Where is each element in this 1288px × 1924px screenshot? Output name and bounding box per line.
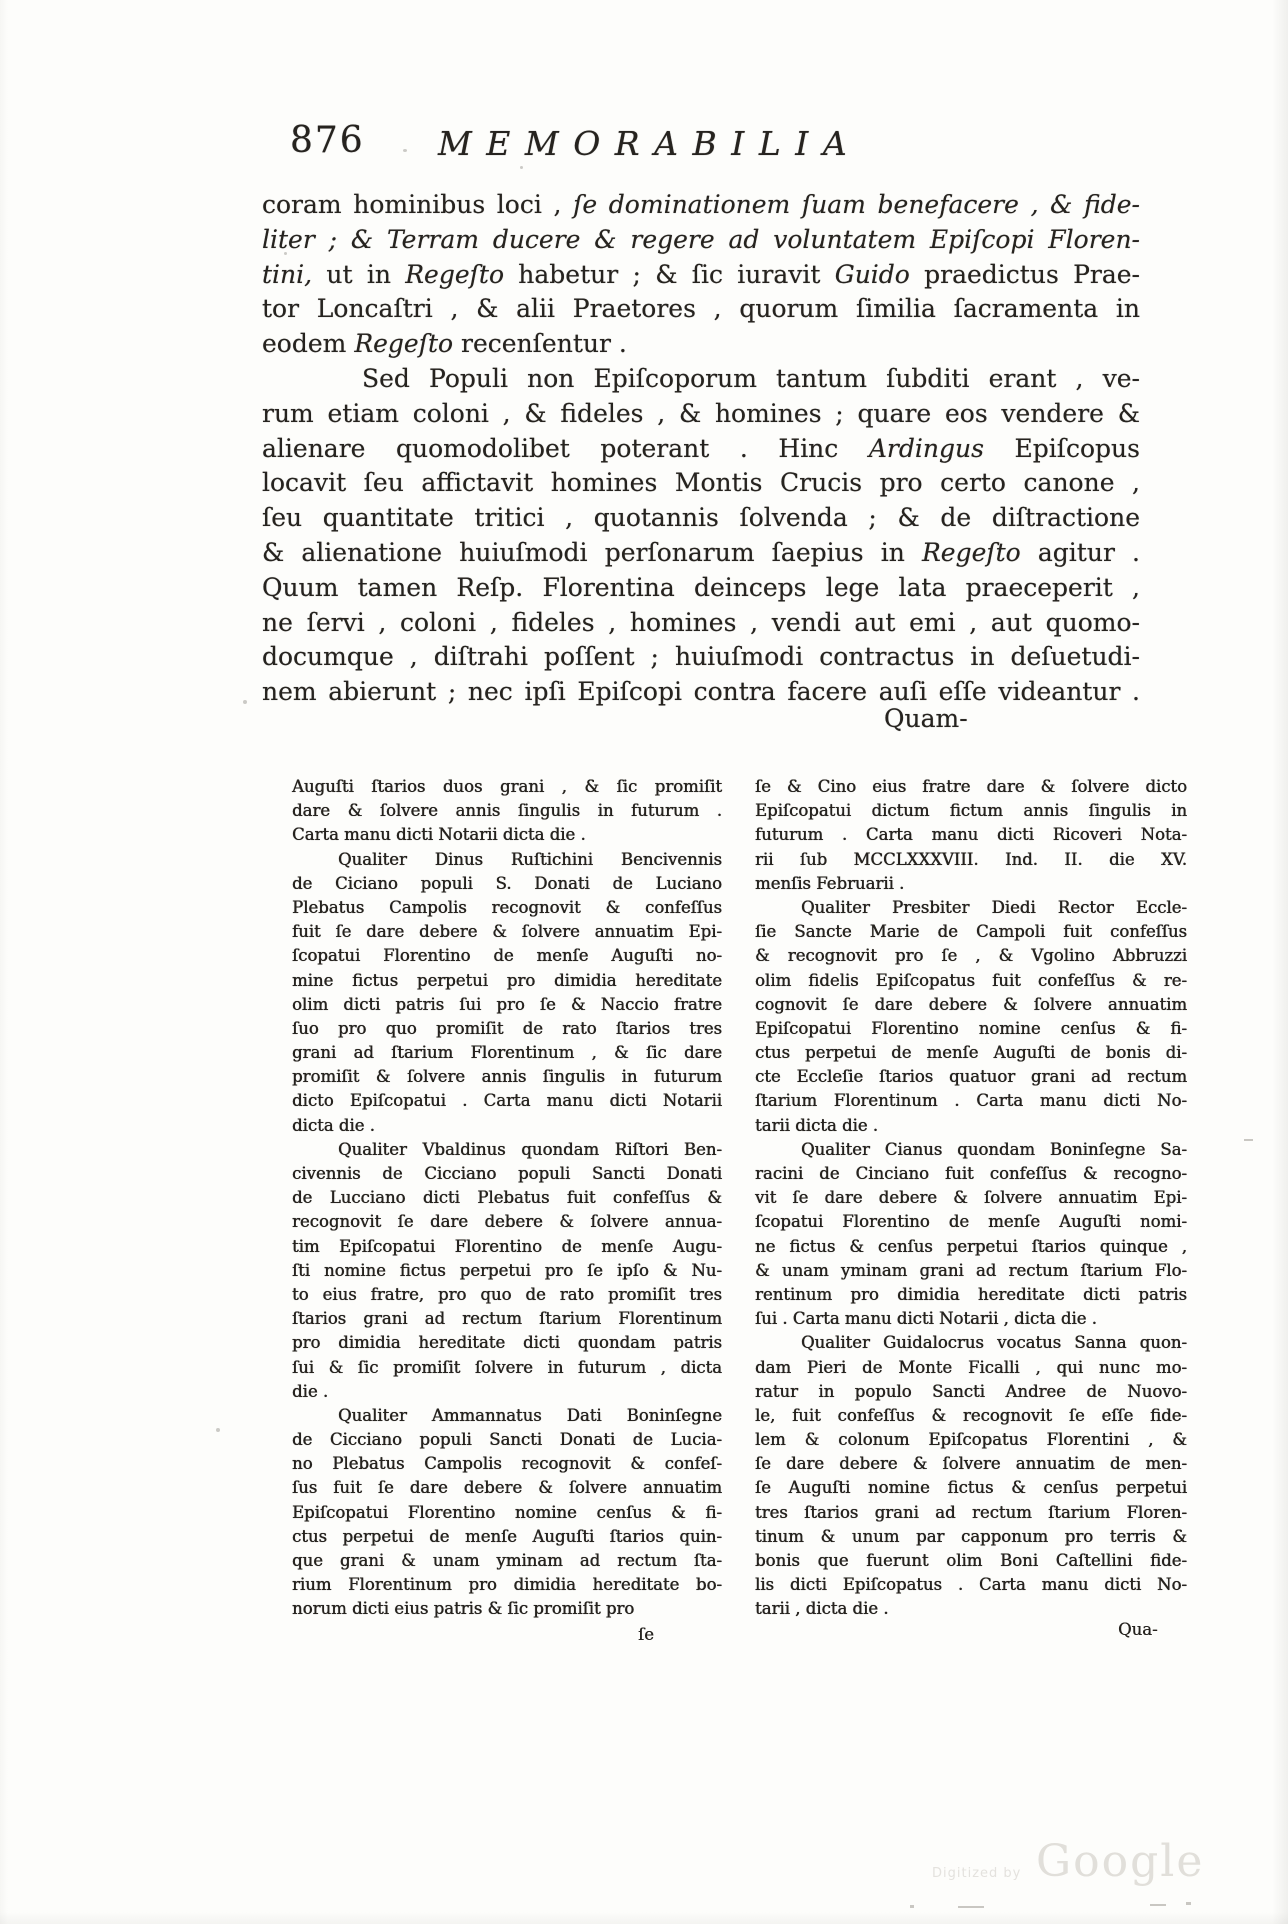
text-line — [292, 1235, 722, 1259]
text-line — [755, 823, 1187, 847]
scan-edge-left — [0, 0, 8, 1924]
text-line — [292, 1017, 722, 1041]
text-segment: Qualiter Cianus quondam Boninſegne Sa- — [801, 1139, 1187, 1159]
text-line — [262, 501, 1140, 536]
text-line — [755, 1283, 1187, 1307]
text-line — [755, 1476, 1187, 1500]
text-segment: olim fidelis Epiſcopatus fuit confeſſus & re- — [755, 970, 1187, 990]
text-line — [262, 223, 1140, 258]
page-number: 876 — [290, 120, 365, 161]
text-line — [292, 993, 722, 1017]
text-line — [292, 1549, 722, 1573]
text-segment: ſe & Cino eius fratre dare & ſolvere dicto — [755, 777, 1187, 796]
text-line — [292, 1525, 722, 1549]
text-line — [292, 1186, 722, 1210]
text-line — [292, 1041, 722, 1065]
digitized-by-label: Digitized by — [932, 1866, 1022, 1881]
text-segment: documque , diſtrahi poſſent ; huiuſmodi contractus in deſuetudi- — [262, 642, 1140, 672]
scan-edge-right — [1272, 0, 1288, 1924]
text-segment: Qualiter Ammannatus Dati Boninſegne — [338, 1405, 722, 1425]
text-segment: Qualiter Guidalocrus vocatus Sanna quon- — [801, 1333, 1187, 1353]
text-line — [262, 327, 1140, 362]
catchword-main: Quam- — [884, 704, 968, 733]
text-segment: fuit ſe dare debere & ſolvere annuatim Epi- — [292, 922, 722, 942]
text-line — [262, 466, 1140, 501]
text-segment: ſcopatui Florentino de menſe Auguſti nomi- — [755, 1212, 1187, 1232]
text-segment: rii ſub MCCLXXXVIII. Ind. II. die XV. — [755, 849, 1187, 869]
catchword-footnote-left: ſe — [638, 1625, 654, 1644]
text-line — [755, 1210, 1187, 1234]
text-segment: Qualiter Presbiter Diedi Rector Eccle- — [801, 897, 1187, 917]
text-line — [262, 640, 1140, 675]
scan-speck — [243, 700, 247, 704]
text-line — [292, 920, 722, 944]
catchword-footnote-right: Qua- — [1118, 1620, 1158, 1639]
text-line — [755, 1259, 1187, 1283]
text-line — [292, 1573, 722, 1597]
footnote-left-column — [292, 775, 722, 1622]
text-segment: lem & colonum Epiſcopatus Florentini , & — [755, 1430, 1187, 1450]
text-line — [292, 1259, 722, 1283]
text-line — [755, 799, 1187, 823]
text-segment: dicta die . — [292, 1115, 375, 1135]
text-line — [262, 397, 1140, 432]
text-segment: agitur . — [1037, 537, 1140, 567]
text-line — [755, 1331, 1187, 1355]
italic-text-segment: Regeſto — [921, 537, 1038, 567]
text-segment: tor Loncaſtri , & alii Praetores , quorum ſimilia ſacramenta in — [262, 294, 1140, 324]
text-line — [755, 1452, 1187, 1476]
text-segment: norum dicti eius patris & ſic promiſit pro — [292, 1599, 635, 1619]
text-line — [755, 1404, 1187, 1428]
text-line — [755, 1114, 1187, 1138]
text-segment: nem abierunt ; nec ipſi Epiſcopi contra facere auſi eſſe videantur . — [262, 677, 1140, 707]
text-segment: ſtarios grani ad rectum ſtarium Florentinum — [292, 1309, 722, 1329]
text-segment: locavit ſeu affictavit homines Montis Crucis pro certo canone , — [262, 468, 1140, 498]
text-segment: dicto Epiſcopatui . Carta manu dicti Notarii — [292, 1091, 722, 1111]
text-segment: dam Pieri de Monte Ficalli , qui nunc mo- — [755, 1357, 1187, 1377]
text-line — [755, 1597, 1187, 1621]
text-line — [292, 896, 722, 920]
text-segment: cognovit ſe dare debere & ſolvere annuatim — [755, 994, 1187, 1014]
text-segment: eodem — [262, 329, 355, 359]
text-segment: recognovit ſe dare debere & ſolvere annua- — [292, 1212, 722, 1232]
text-line — [292, 775, 722, 799]
text-line — [755, 1380, 1187, 1404]
text-segment: tinum & unum par capponum pro terris & — [755, 1526, 1187, 1546]
text-segment: ſui . Carta manu dicti Notarii , dicta die . — [755, 1309, 1097, 1329]
scan-mark — [910, 1905, 914, 1908]
text-line — [755, 1186, 1187, 1210]
scan-mark — [1150, 1904, 1166, 1906]
footnote-right-column — [755, 775, 1187, 1622]
text-line — [292, 1597, 722, 1621]
text-line — [292, 1331, 722, 1355]
text-segment: rentinum pro dimidia hereditate dicti patris — [755, 1284, 1187, 1304]
italic-text-segment: liter ; & Terram ducere & regere ad voluntatem Epiſcopi Floren- — [262, 224, 1140, 254]
text-segment: rium Florentinum pro dimidia hereditate bo- — [292, 1575, 722, 1595]
scan-mark — [1186, 1902, 1191, 1905]
text-segment: de Cicciano populi Sancti Donati de Lucia- — [292, 1430, 722, 1450]
text-line — [292, 872, 722, 896]
text-segment: bonis que fuerunt olim Boni Caſtellini fide- — [755, 1551, 1187, 1570]
text-segment: Qualiter Dinus Ruſtichini Bencivennis — [338, 849, 722, 869]
text-segment: & unam yminam grani ad rectum ſtarium Flo- — [755, 1260, 1187, 1280]
text-segment: promiſit & ſolvere annis ſingulis in futurum — [292, 1067, 722, 1087]
scan-speck — [284, 252, 287, 255]
running-title: MEMORABILIA — [438, 124, 862, 163]
text-line — [262, 362, 1140, 397]
text-segment: & alienatione huiuſmodi perſonarum ſaepius in — [262, 537, 922, 567]
text-line — [292, 1283, 722, 1307]
italic-text-segment: tini, — [262, 259, 327, 289]
text-segment: vit ſe dare debere & ſolvere annuatim Epi- — [755, 1188, 1187, 1208]
text-segment: Epiſcopatui Florentino nomine cenſus & fi- — [755, 1018, 1187, 1038]
text-line — [262, 292, 1140, 327]
text-line — [292, 799, 722, 823]
text-segment: de Ciciano populi S. Donati de Luciano — [292, 873, 722, 893]
text-line — [755, 1356, 1187, 1380]
text-line — [292, 1428, 722, 1452]
google-watermark: Google — [1036, 1836, 1205, 1887]
text-segment: grani ad ſtarium Florentinum , & ſic dare — [292, 1043, 722, 1063]
text-line — [755, 1089, 1187, 1113]
text-line — [755, 1041, 1187, 1065]
text-line — [755, 920, 1187, 944]
text-segment: menſis Februarii . — [755, 873, 905, 893]
text-segment: mine fictus perpetui pro dimidia hereditate — [292, 970, 722, 990]
text-line — [262, 606, 1140, 641]
scan-speck — [216, 1428, 220, 1432]
text-line — [262, 675, 1140, 710]
text-line — [755, 1138, 1187, 1162]
text-segment: que grani & unam yminam ad rectum ſta- — [292, 1551, 722, 1570]
text-segment: de Lucciano dicti Plebatus fuit confeſſus & — [292, 1188, 722, 1208]
text-segment: ne ſervi , coloni , fideles , homines , vendi aut emi , aut quomo- — [262, 607, 1140, 637]
text-line — [292, 848, 722, 872]
text-segment: ut in — [326, 259, 406, 289]
scan-edge-bottom — [0, 1912, 1288, 1924]
text-segment: no Plebatus Campolis recognovit & confeſ- — [292, 1454, 722, 1474]
text-line — [755, 1017, 1187, 1041]
text-segment: ctus perpetui de menſe Auguſti de bonis di- — [755, 1043, 1187, 1063]
text-line — [755, 1235, 1187, 1259]
text-line — [292, 1162, 722, 1186]
scan-speck — [520, 166, 523, 169]
scan-speck — [403, 149, 407, 152]
text-segment: praedictus Prae- — [924, 259, 1140, 289]
text-line — [755, 993, 1187, 1017]
scan-mark — [1244, 1139, 1253, 1141]
text-segment: Plebatus Campolis recognovit & confeſſus — [292, 897, 722, 917]
text-line — [755, 1162, 1187, 1186]
text-line — [292, 969, 722, 993]
text-segment: ratur in populo Sancti Andree de Nuovo- — [755, 1381, 1187, 1401]
text-line — [292, 1380, 722, 1404]
text-segment: tarii dicta die . — [755, 1115, 879, 1135]
text-line — [292, 1452, 722, 1476]
text-segment: Epiſcopatui Florentino nomine cenſus & fi- — [292, 1502, 722, 1522]
main-text-block — [262, 188, 1140, 710]
text-line — [292, 1476, 722, 1500]
text-line — [755, 848, 1187, 872]
text-line — [755, 1525, 1187, 1549]
text-segment: Epiſcopatui dictum fictum annis ſingulis in — [755, 801, 1187, 821]
text-line — [755, 1549, 1187, 1573]
text-segment: ſe Auguſti nomine fictus & cenſus perpetui — [755, 1478, 1187, 1498]
text-segment: ſcopatui Florentino de menſe Auguſti no- — [292, 946, 722, 966]
text-segment: Quum tamen Reſp. Florentina deinceps lege lata praeceperit , — [262, 572, 1140, 602]
text-line — [292, 1138, 722, 1162]
text-line — [292, 1404, 722, 1428]
text-line — [292, 1356, 722, 1380]
text-line — [292, 1089, 722, 1113]
text-line — [755, 775, 1187, 799]
text-line — [262, 188, 1140, 223]
text-line — [755, 1065, 1187, 1089]
text-segment: ſti nomine fictus perpetui pro ſe ipſo & Nu- — [292, 1260, 722, 1280]
text-segment: racini de Cinciano fuit confeſſus & recogno- — [755, 1164, 1187, 1183]
text-segment: Epiſcopus — [1014, 433, 1140, 463]
text-segment: ſie Sancte Marie de Campoli fuit confeſſus — [755, 922, 1187, 942]
text-segment: ctus perpetui de menſe Auguſti ſtarios quin- — [292, 1526, 722, 1546]
text-segment: tres ſtarios grani ad rectum ſtarium Floren- — [755, 1502, 1187, 1522]
text-segment: dare & ſolvere annis ſingulis in futurum . — [292, 801, 722, 821]
text-segment: recenſentur . — [461, 329, 627, 359]
text-segment: die . — [292, 1381, 329, 1401]
text-segment: & recognovit pro ſe , & Vgolino Abbruzzi — [755, 946, 1187, 966]
text-line — [292, 1065, 722, 1089]
text-segment: rum etiam coloni , & fideles , & homines ; quare eos vendere & — [262, 398, 1140, 428]
text-line — [292, 1307, 722, 1331]
text-segment: habetur ; & ſic iuravit — [518, 259, 835, 289]
text-segment: coram hominibus loci , — [262, 190, 574, 219]
text-segment: ſeu quantitate tritici , quotannis ſolvenda ; & de diſtractione — [262, 503, 1140, 533]
text-segment: ne fictus & cenſus perpetui ſtarios quinque , — [755, 1236, 1187, 1256]
text-line — [755, 1501, 1187, 1525]
text-line — [755, 969, 1187, 993]
italic-text-segment: Ardingus — [868, 433, 1015, 463]
text-segment: futurum . Carta manu dicti Ricoveri Nota- — [755, 825, 1187, 845]
text-line — [292, 944, 722, 968]
italic-text-segment: Guido — [834, 259, 925, 289]
text-line — [292, 823, 722, 847]
scan-mark — [958, 1906, 984, 1908]
text-line — [292, 1210, 722, 1234]
text-segment: to eius fratre, pro quo de rato promiſit tres — [292, 1284, 722, 1304]
text-segment: olim dicti patris ſui pro ſe & Naccio fratre — [292, 994, 722, 1014]
text-line — [262, 258, 1140, 293]
text-line — [755, 896, 1187, 920]
text-segment: ſui & ſic promiſit ſolvere in futurum , dicta — [292, 1357, 722, 1377]
text-line — [292, 1114, 722, 1138]
text-line — [755, 1307, 1187, 1331]
text-line — [755, 944, 1187, 968]
text-segment: cte Eccleſie ſtarios quatuor grani ad rectum — [755, 1067, 1187, 1087]
text-segment: Sed Populi non Epiſcoporum tantum ſubditi erant , ve- — [362, 363, 1140, 393]
text-line — [262, 536, 1140, 571]
text-line — [755, 872, 1187, 896]
text-segment: alienare quomodolibet poterant . Hinc — [262, 433, 869, 463]
text-segment: Auguſti ſtarios duos grani , & ſic promiſit — [292, 777, 722, 796]
italic-text-segment: Regeſto — [405, 259, 519, 289]
text-segment: ſuo pro quo promiſit de rato ſtarios tres — [292, 1018, 722, 1038]
text-segment: civennis de Cicciano populi Sancti Donati — [292, 1164, 722, 1183]
text-segment: ſtarium Florentinum . Carta manu dicti No- — [755, 1091, 1187, 1111]
text-line — [755, 1428, 1187, 1452]
text-segment: ſe dare debere & ſolvere annuatim de men- — [755, 1454, 1187, 1474]
text-line — [755, 1573, 1187, 1597]
text-segment: lis dicti Epiſcopatus . Carta manu dicti No- — [755, 1575, 1187, 1595]
text-segment: Carta manu dicti Notarii dicta die . — [292, 825, 586, 845]
text-segment: le, fuit confeſſus & recognovit ſe eſſe fide- — [755, 1405, 1187, 1425]
text-segment: tim Epiſcopatui Florentino de menſe Augu- — [292, 1236, 722, 1256]
italic-text-segment: Regeſto — [354, 329, 462, 359]
text-segment: tarii , dicta die . — [755, 1599, 889, 1619]
text-segment: pro dimidia hereditate dicti quondam patris — [292, 1333, 722, 1353]
text-segment: ſus fuit ſe dare debere & ſolvere annuatim — [292, 1478, 722, 1498]
italic-text-segment: ſe dominationem ſuam benefacere , & fide- — [573, 190, 1141, 219]
text-line — [262, 432, 1140, 467]
text-line — [262, 571, 1140, 606]
text-segment: Qualiter Vbaldinus quondam Riſtori Ben- — [338, 1139, 722, 1159]
text-line — [292, 1501, 722, 1525]
